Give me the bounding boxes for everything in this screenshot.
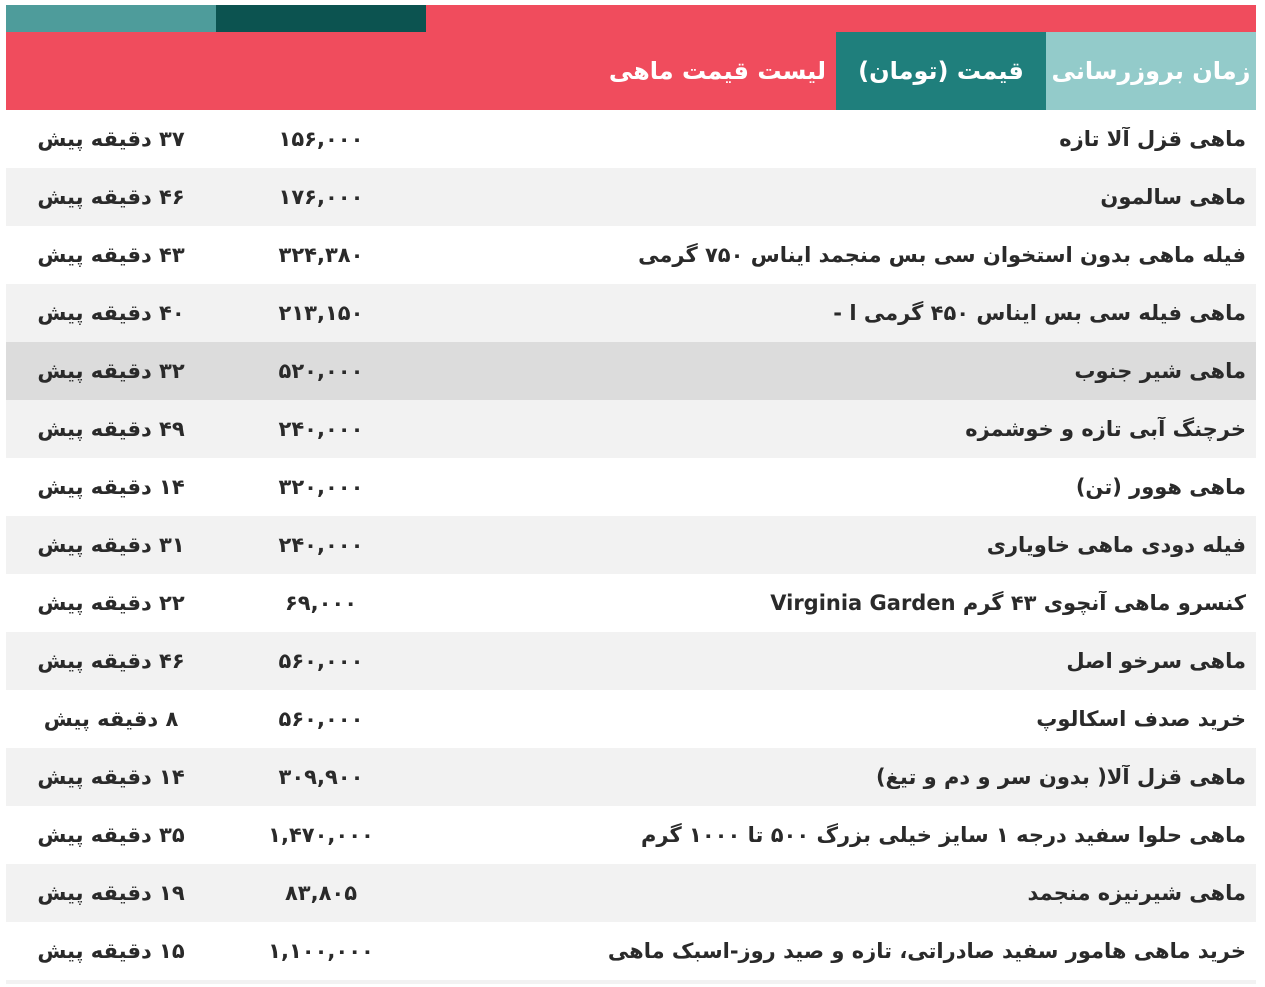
update-time: ۴۶ دقیقه پیش [37,185,185,209]
table-row[interactable] [6,458,1256,516]
table-row[interactable] [6,574,1256,632]
update-time: ۳۱ دقیقه پیش [37,533,185,557]
table-bottom-edge [6,980,1256,984]
update-time: ۴۳ دقیقه پیش [37,243,185,267]
product-name: ماهی سالمون [1100,185,1246,209]
product-price: ۵۶۰,۰۰۰ [278,707,364,731]
update-time: ۴۰ دقیقه پیش [37,301,185,325]
product-name: خرید صدف اسکالوپ [1036,707,1246,731]
product-name: ماهی هوور (تن) [1075,475,1246,499]
product-name: خرچنگ آبی تازه و خوشمزه [965,417,1246,441]
header-strip-time [6,5,216,32]
product-price: ۳۲۰,۰۰۰ [278,475,364,499]
table-row[interactable] [6,284,1256,342]
header-top-strip [6,5,1256,32]
update-time: ۱۵ دقیقه پیش [37,939,185,963]
table-row[interactable] [6,110,1256,168]
update-time: ۴۶ دقیقه پیش [37,649,185,673]
update-time: ۴۹ دقیقه پیش [37,417,185,441]
table-row[interactable] [6,806,1256,864]
product-name: ماهی سرخو اصل [1066,649,1246,673]
product-name: ماهی فیله سی بس ایناس ۴۵۰ گرمی ا - [833,301,1246,325]
table-row[interactable] [6,168,1256,226]
product-name: ماهی قزل آلا تازه [1059,127,1246,151]
product-price: ۲۴۰,۰۰۰ [278,417,364,441]
table-row[interactable] [6,516,1256,574]
update-time: ۳۵ دقیقه پیش [37,823,185,847]
update-time: ۱۴ دقیقه پیش [37,765,185,789]
header-time-column: زمان بروزرسانی [1046,32,1256,110]
table-row[interactable] [6,342,1256,400]
product-name: ماهی شیر جنوب [1074,359,1246,383]
update-time: ۱۴ دقیقه پیش [37,475,185,499]
update-time: ۳۲ دقیقه پیش [37,359,185,383]
product-name: ماهی قزل آلا( بدون سر و دم و تیغ) [875,765,1246,789]
product-price: ۳۲۴,۳۸۰ [278,243,364,267]
product-price: ۳۰۹,۹۰۰ [278,765,364,789]
table-row[interactable] [6,864,1256,922]
product-price: ۱,۱۰۰,۰۰۰ [268,939,374,963]
product-name: کنسرو ماهی آنچوی ۴۳ گرم Virginia Garden [770,591,1246,615]
product-price: ۵۶۰,۰۰۰ [278,649,364,673]
product-name: ماهی شیرنیزه منجمد [1027,881,1246,905]
table-row[interactable] [6,632,1256,690]
table-header [6,32,1256,110]
table-row[interactable] [6,690,1256,748]
update-time: ۸ دقیقه پیش [43,707,179,731]
header-name-column: لیست قیمت ماهی [6,32,836,110]
header-strip-name [426,5,1256,32]
update-time: ۳۷ دقیقه پیش [37,127,185,151]
product-name: فیله ماهی بدون استخوان سی بس منجمد ایناس ۷۵۰ گرمی [638,243,1246,267]
table-row[interactable] [6,400,1256,458]
product-name: ماهی حلوا سفید درجه ۱ سایز خیلی بزرگ ۵۰۰ تا ۱۰۰۰ گرم [641,823,1246,847]
product-price: ۱۷۶,۰۰۰ [278,185,364,209]
header-price-column: قیمت (تومان) [836,32,1046,110]
table-row[interactable] [6,226,1256,284]
table-body [6,110,1256,980]
header-strip-price [216,5,426,32]
product-price: ۱۵۶,۰۰۰ [278,127,364,151]
fish-price-table [6,5,1256,984]
table-row[interactable] [6,922,1256,980]
product-price: ۸۳,۸۰۵ [284,881,358,905]
product-price: ۶۹,۰۰۰ [284,591,358,615]
product-name: خرید ماهی هامور سفید صادراتی، تازه و صید روز-اسبک ماهی [607,939,1246,963]
update-time: ۱۹ دقیقه پیش [37,881,185,905]
product-price: ۱,۴۷۰,۰۰۰ [268,823,374,847]
product-price: ۲۴۰,۰۰۰ [278,533,364,557]
product-price: ۲۱۳,۱۵۰ [278,301,364,325]
update-time: ۲۲ دقیقه پیش [37,591,185,615]
table-row[interactable] [6,748,1256,806]
product-price: ۵۲۰,۰۰۰ [278,359,364,383]
product-name: فیله دودی ماهی خاویاری [986,533,1246,557]
